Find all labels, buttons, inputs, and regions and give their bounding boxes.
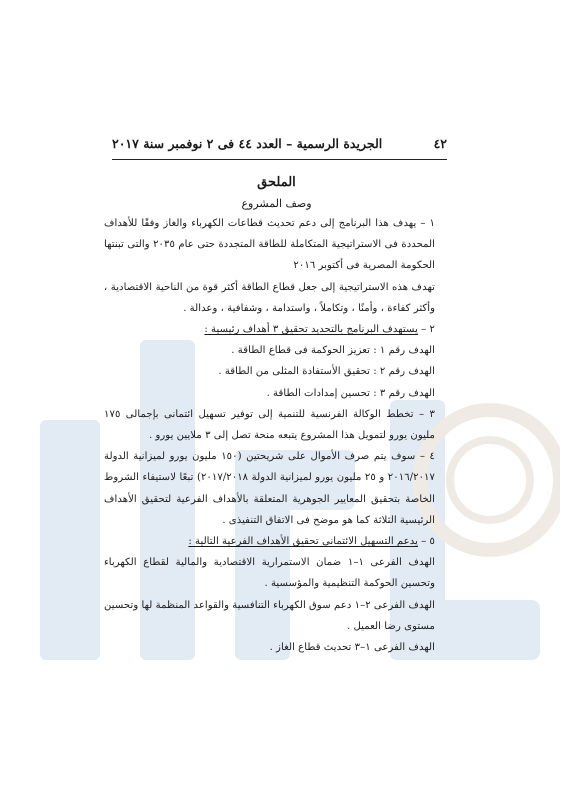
paragraph-3-number: ٢ – <box>417 324 435 336</box>
paragraph-6 <box>104 531 449 552</box>
sub-goal-1: الهدف الفرعى ١–١ ضمان الاستمرارية الاقتصادية والمالية لقطاع الكهرباء وتحسين الحوكمة التنظيمية والمؤسسية . <box>104 557 435 590</box>
page-number: ٤٢ <box>433 136 447 151</box>
paragraph-5: ٤ – سوف يتم صرف الأموال على شريحتين (١٥٠ مليون يورو لميزانية الدولة ٢٠١٦/٢٠١٧ و ٢٥ مليون يورو لميزانية الدولة ٢٠١٧/٢٠١٨) تبعًا لاستيفاء الشروط الخاصة بتحقيق المعايير الجوهرية المتعلقة بالأهداف الفرعية لتحقيق الأهداف الرئيسية الثلاثة كما هو موضح فى الاتفاق التنفيذى . <box>104 451 435 526</box>
sub-goal-2: الهدف الفرعى ٢–١ دعم سوق الكهرباء التنافسية والقواعد المنظمة لها وتحسين مستوى رضا العميل . <box>104 599 435 632</box>
sub-goal-3: الهدف الفرعى ١–٣ تحديث قطاع الغاز . <box>269 642 435 654</box>
document-body <box>104 170 449 658</box>
paragraph-4: ٣ – تخطط الوكالة الفرنسية للتنمية إلى توفير تسهيل ائتمانى بإجمالى ١٧٥ مليون يورو لتمويل هذا المشروع يتبعه منحة تصل إلى ٣ ملايين يورو . <box>104 408 435 442</box>
paragraph-6-number: ٥ – <box>417 536 435 548</box>
annex-subtitle: وصف المشروع <box>241 197 312 210</box>
goal-1: الهدف رقم ١ : تعزيز الحوكمة فى قطاع الطاقة . <box>231 345 435 357</box>
paragraph-2: تهدف هذه الاستراتيجية إلى جعل قطاع الطاقة أكثر قوة من الناحية الاقتصادية ، وأكثر كفاءة ، وأمنًا ، وتكاملاً ، واستدامة ، وشفافية ، وعدالة . <box>104 281 435 314</box>
annex-title: الملحق <box>257 175 296 190</box>
goal-2: الهدف رقم ٢ : تحقيق الأستفادة المثلى من الطاقة . <box>218 366 435 378</box>
paragraph-1: ١ – يهدف هذا البرنامج إلى دعم تحديث قطاعات الكهرباء والغاز وفقًا للأهداف المحددة فى الاستراتيجية المتكاملة للطاقة المتجددة حتى عام ٢٠٣٥ والتى تبنتها الحكومة المصرية فى أكتوبر ٢٠١٦ <box>104 218 435 272</box>
page-header <box>112 136 447 151</box>
paragraph-3 <box>104 319 449 340</box>
header-divider <box>112 159 447 160</box>
goal-3: الهدف رقم ٣ : تحسين إمدادات الطاقة . <box>266 387 435 399</box>
gazette-title: الجريدة الرسمية – العدد ٤٤ فى ٢ نوفمبر سنة ٢٠١٧ <box>112 136 383 151</box>
paragraph-6-text: يدعم التسهيل الائتمانى تحقيق الأهداف الفرعية التالية : <box>188 536 418 548</box>
paragraph-3-text: يستهدف البرنامج بالتحديد تحقيق ٣ أهداف رئيسية : <box>204 324 418 336</box>
